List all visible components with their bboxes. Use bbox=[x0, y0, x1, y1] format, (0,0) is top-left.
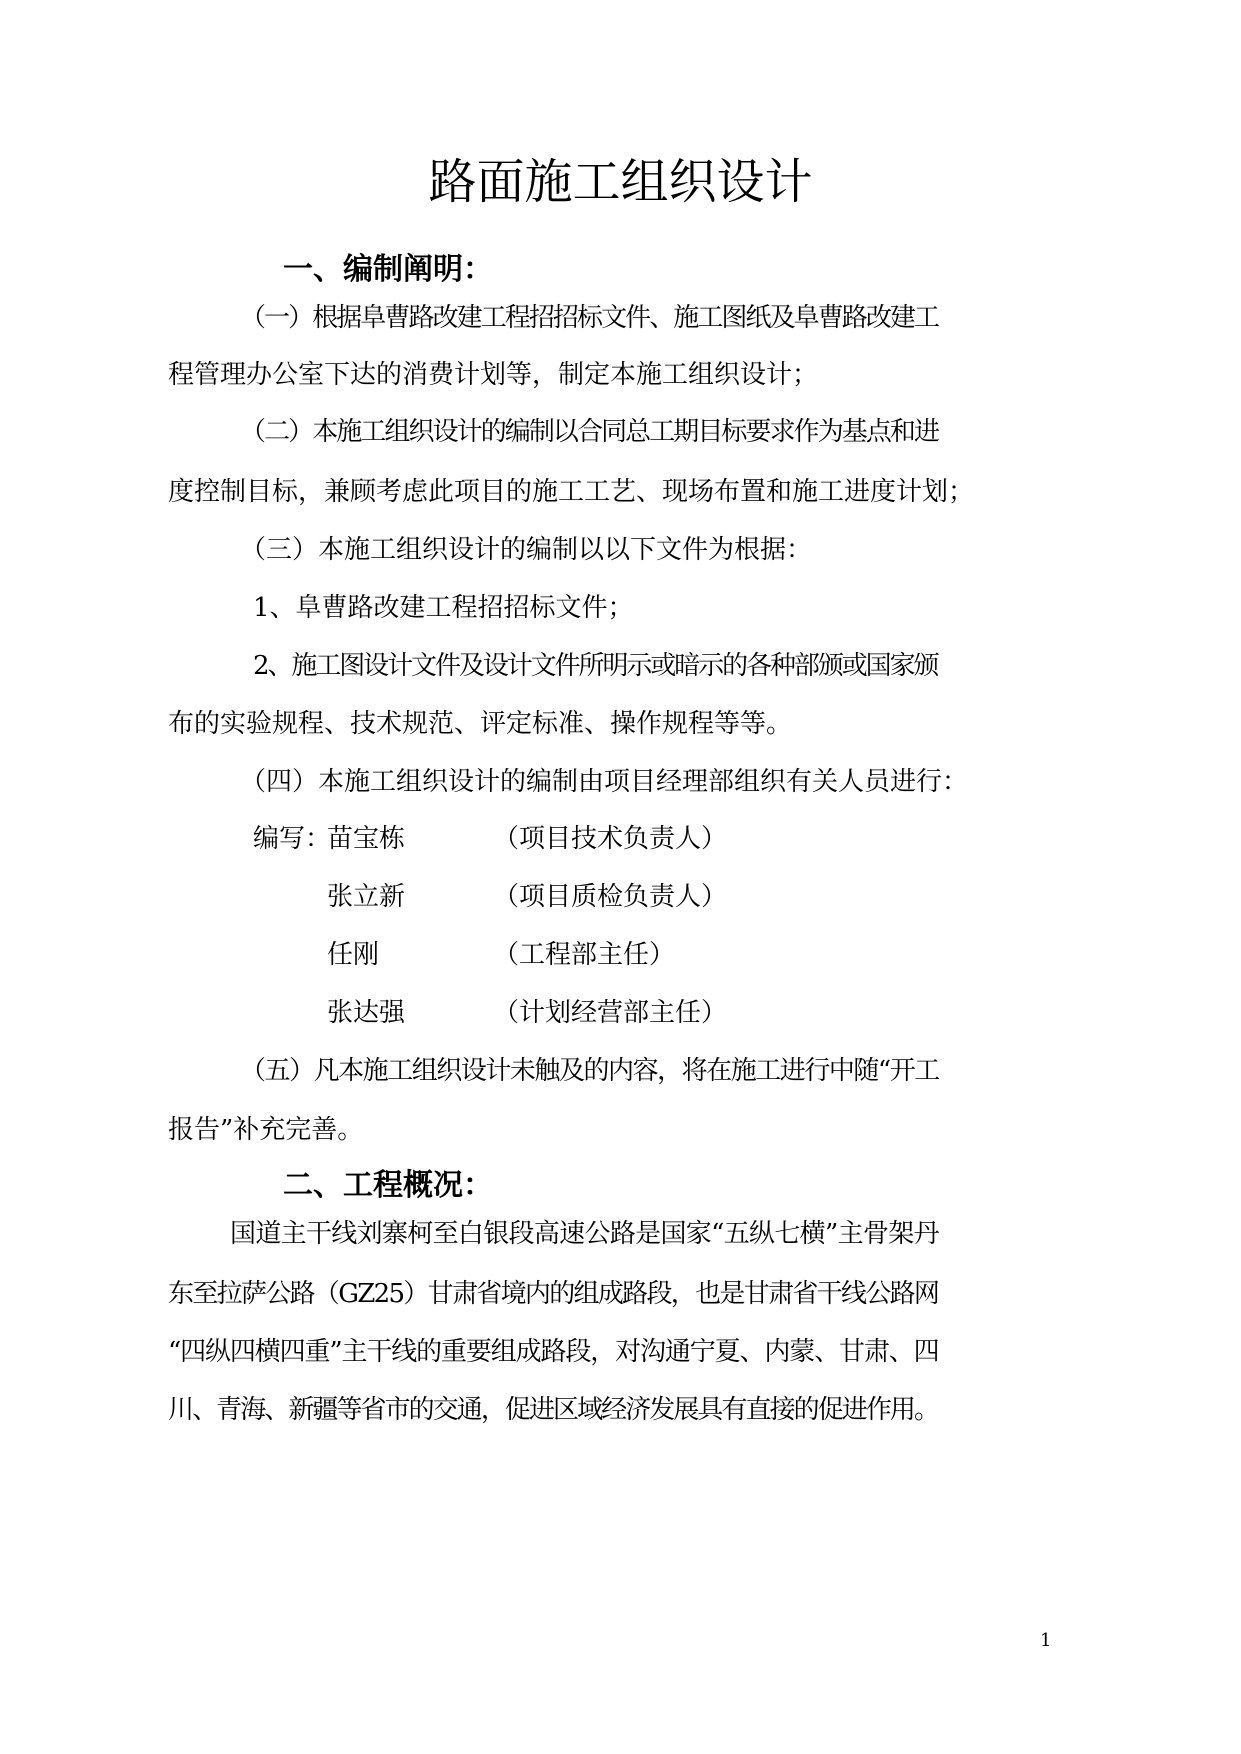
list-item: 2、施工图设计文件及设计文件所明示或暗示的各种部颁或国家颁 bbox=[253, 651, 938, 681]
paragraph-line: 布的实验规程、技术规范、评定标准、操作规程等等。 bbox=[168, 709, 793, 739]
paragraph-line: （五）凡本施工组织设计未触及的内容，将在施工进行中随“开工 bbox=[240, 1056, 939, 1086]
paragraph-line: （四）本施工组织设计的编制由项目经理部组织有关人员进行： bbox=[240, 767, 969, 797]
writers-label: 编写： bbox=[253, 824, 332, 854]
paragraph-line: 度控制目标，兼顾考虑此项目的施工工艺、现场布置和施工进度计划； bbox=[168, 477, 975, 507]
writer-role: （工程部主任） bbox=[493, 940, 676, 970]
section-heading-1: 一、编制阐明： bbox=[283, 252, 493, 287]
writer-role: （项目技术负责人） bbox=[493, 824, 728, 854]
paragraph-line: （二）本施工组织设计的编制以合同总工期目标要求作为基点和进 bbox=[240, 417, 939, 447]
paragraph-line: （三）本施工组织设计的编制以以下文件为根据： bbox=[240, 535, 813, 565]
writer-name: 苗宝栋 bbox=[327, 824, 406, 854]
page-number: 1 bbox=[1040, 1630, 1052, 1651]
paragraph-line: 川、青海、新疆等省市的交通，促进区域经济发展具有直接的促进作用。 bbox=[168, 1395, 939, 1425]
writer-role: （计划经营部主任） bbox=[493, 998, 728, 1028]
writer-name: 张达强 bbox=[327, 998, 406, 1028]
paragraph-line: （一）根据阜曹路改建工程招招标文件、施工图纸及阜曹路改建工 bbox=[240, 303, 939, 333]
writer-role: （项目质检负责人） bbox=[493, 882, 728, 912]
paragraph-line: 报告”补充完善。 bbox=[168, 1115, 364, 1145]
writer-name: 任刚 bbox=[327, 940, 380, 970]
paragraph-line: 东至拉萨公路（GZ25）甘肃省境内的组成路段，也是甘肃省干线公路网 bbox=[168, 1279, 939, 1309]
paragraph-line: 程管理办公室下达的消费计划等，制定本施工组织设计； bbox=[168, 360, 819, 390]
list-item: 1、阜曹路改建工程招招标文件； bbox=[253, 593, 634, 623]
section-heading-2: 二、工程概况： bbox=[283, 1168, 493, 1203]
writer-name: 张立新 bbox=[327, 882, 406, 912]
document-title: 路面施工组织设计 bbox=[428, 154, 813, 210]
paragraph-line: “四纵四横四重”主干线的重要组成路段，对沟通宁夏、内蒙、甘肃、四 bbox=[168, 1337, 939, 1367]
paragraph-line: 国道主干线刘寨柯至白银段高速公路是国家“五纵七横”主骨架丹 bbox=[230, 1219, 939, 1249]
